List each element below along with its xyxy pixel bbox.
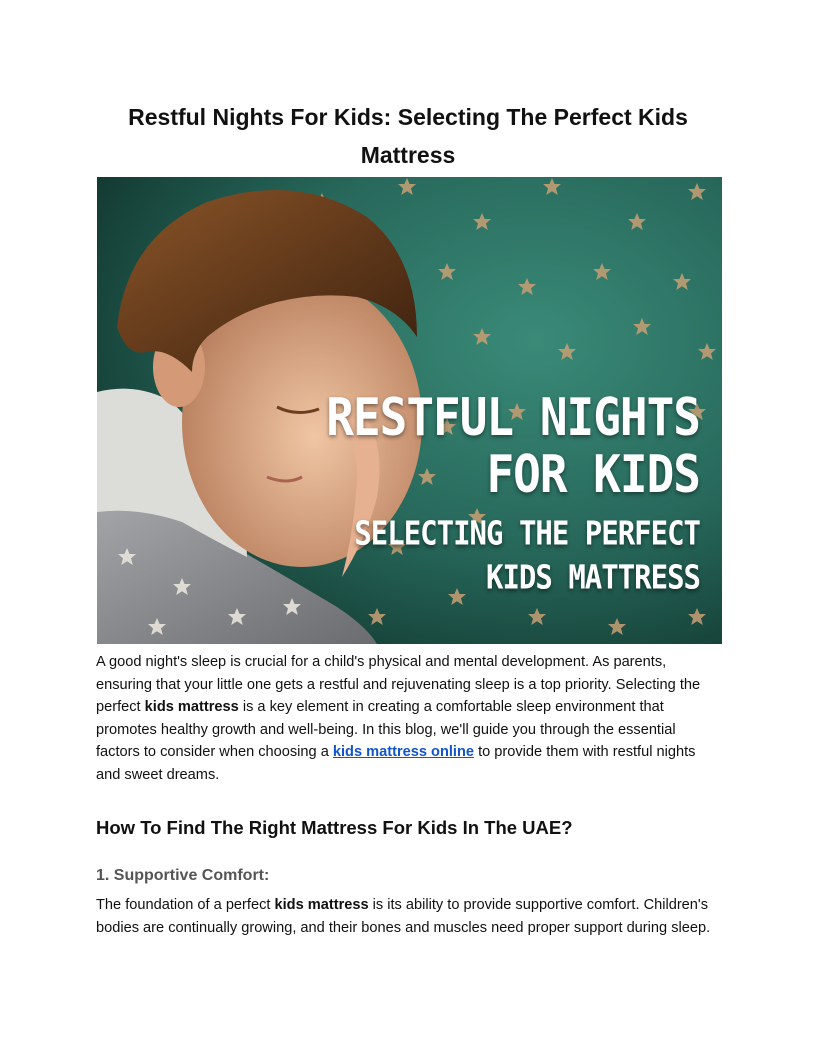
section-text-2: is its ability to provide supportive comfort. Children's bodies are continually growing, and their bones and muscles need proper support during sleep. bbox=[96, 897, 711, 936]
hero-line-1: RESTFUL NIGHTS bbox=[326, 386, 700, 448]
intro-text-2: is a key element in creating a comfortable sleep environment that promotes healthy growth and well-being. In this blog, we'll guide you through the essential factors to consider when choosing a bbox=[96, 699, 676, 761]
intro-bold-keyword: kids mattress bbox=[144, 699, 239, 716]
section-subheading: 1. Supportive Comfort: bbox=[96, 867, 270, 884]
title-line-2: Mattress bbox=[360, 142, 456, 168]
hero-line-2: FOR KIDS bbox=[486, 443, 700, 505]
section-text-1: The foundation of a perfect bbox=[96, 897, 275, 913]
page-title bbox=[96, 98, 720, 174]
title-line-1: Restful Nights For Kids: Selecting The Perfect Kids bbox=[128, 104, 688, 130]
intro-text-1: A good night's sleep is crucial for a child's physical and mental development. As parents, ensuring that your little one gets a restful and rejuvenating sleep is a top priority. Selecting the perfect bbox=[96, 654, 701, 716]
hero-caption bbox=[326, 386, 700, 599]
intro-paragraph bbox=[96, 651, 720, 787]
hero-line-4: KIDS MATTRESS bbox=[486, 557, 700, 597]
intro-text-3: to provide them with restful nights and sweet dreams. bbox=[96, 744, 696, 783]
section-heading: How To Find The Right Mattress For Kids In The UAE? bbox=[96, 817, 573, 838]
hero-line-3: SELECTING THE PERFECT bbox=[354, 513, 700, 553]
supportive-comfort-paragraph bbox=[96, 894, 720, 939]
kids-mattress-online-link[interactable]: kids mattress online bbox=[332, 744, 475, 761]
section-bold-keyword: kids mattress bbox=[274, 897, 369, 913]
hero-image bbox=[97, 177, 722, 644]
